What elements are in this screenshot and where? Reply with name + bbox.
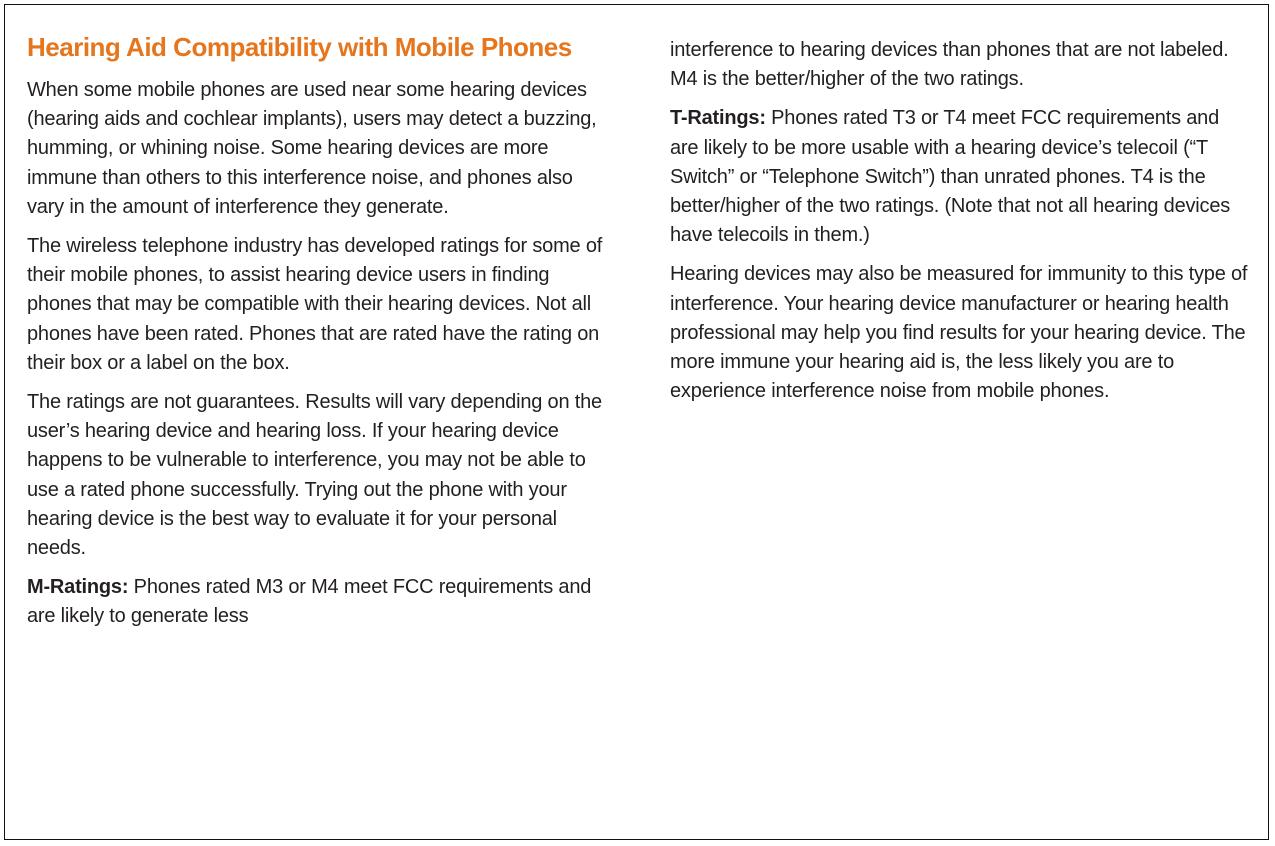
right-column: [670, 36, 1250, 416]
intro-paragraph: When some mobile phones are used near some hearing devices (hearing aids and cochlear implants), users may detect a buzzing, humming, or whining noise. Some hearing devices are more immune than others to this interference noise, and phones also vary in the amount of interference they generate.: [27, 79, 597, 218]
t-ratings-lead: T-Ratings:: [670, 107, 766, 130]
m-ratings-continued: interference to hearing devices than phones that are not labeled. M4 is the better/higher of the two ratings.: [670, 39, 1229, 91]
immunity-paragraph: Hearing devices may also be measured for immunity to this type of interference. Your hearing device manufacturer or hearing health professional may help you find results for your hearing device. The more immune your hearing aid is, the less likely you are to experience interference noise from mobile phones.: [670, 263, 1248, 403]
t-ratings-text: Phones rated T3 or T4 meet FCC requirements and are likely to be more usable with a hearing device’s telecoil (“T Switch” or “Telephone Switch”) than unrated phones. T4 is the better/higher of the two ratings. (Note that not all hearing devices have telecoils in them.): [670, 107, 1231, 247]
m-ratings-text: Phones rated M3 or M4 meet FCC requirements and are likely to generate less: [27, 576, 592, 628]
page-title: Hearing Aid Compatibility with Mobile Phones: [27, 32, 572, 62]
m-ratings-paragraph: [27, 573, 607, 631]
guarantee-paragraph: The ratings are not guarantees. Results will vary depending on the user’s hearing device and hearing loss. If your hearing device happens to be vulnerable to interference, you may not be able to use a rated phone successfully. Trying out the phone with your hearing device is the best way to evaluate it for your personal needs.: [27, 391, 602, 560]
t-ratings-paragraph: [670, 104, 1250, 250]
left-column: [27, 30, 607, 642]
m-ratings-lead: M-Ratings:: [27, 576, 129, 599]
ratings-paragraph: The wireless telephone industry has developed ratings for some of their mobile phones, to assist hearing device users in finding phones that may be compatible with their hearing devices. Not all phones have been rated. Phones that are rated have the rating on their box or a label on the box.: [27, 235, 603, 374]
